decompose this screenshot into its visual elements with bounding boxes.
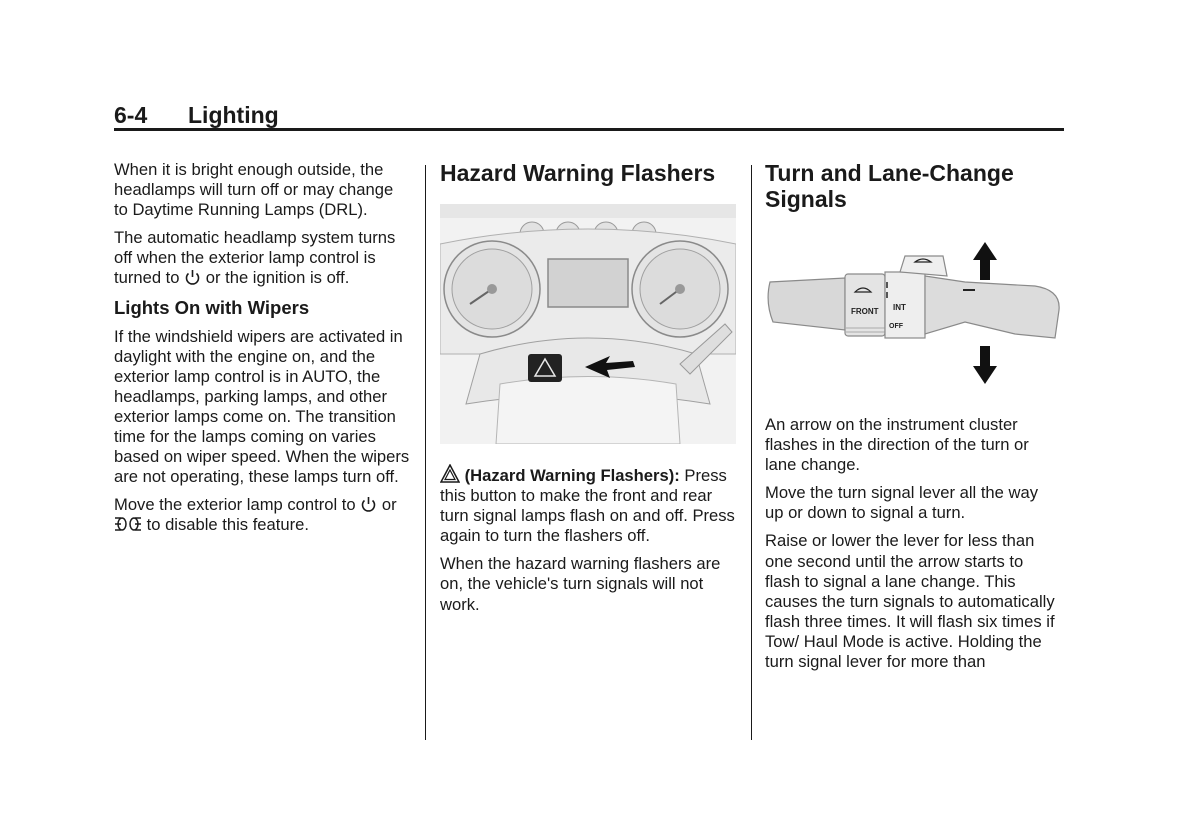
paragraph: When the hazard warning flashers are on, the vehicle's turn signals will not work.: [440, 554, 721, 614]
paragraph: When it is bright enough outside, the headlamps will turn off or may change to Daytime Running Lamps (DRL).: [114, 160, 394, 220]
power-icon: [184, 269, 201, 286]
subheading: Lights On with Wipers: [114, 296, 310, 318]
paragraph: If the windshield wipers are activated in daylight with the engine on, and the exterior lamp control is in AUTO, the headlamps, parking lamps, and other exterior lamps come on. The transition time for the lamps coming on varies based on wiper speed. When the wipers are not operating, these lamps turn off.: [114, 326, 410, 487]
instrument-panel-illustration: [440, 204, 736, 444]
page-number: 6-4: [114, 102, 148, 128]
header-rule: [114, 128, 1064, 131]
section-title: Lighting: [188, 102, 279, 128]
column-2: [440, 160, 736, 623]
lever-label-front: FRONT: [851, 307, 879, 316]
column-3: [765, 160, 1061, 680]
lever-label-int: INT: [893, 303, 906, 312]
section-heading: Turn and Lane-Change Signals: [765, 160, 1014, 212]
paragraph: (Hazard Warning Flashers): Press this button to make the front and rear turn signal lamps flash on and off. Press again to turn the flashers off.: [440, 466, 735, 546]
column-divider: [751, 165, 752, 740]
paragraph: An arrow on the instrument cluster flashes in the direction of the turn or lane change.: [765, 415, 1029, 475]
paragraph: The automatic headlamp system turns off when the exterior lamp control is turned to or the ignition is off.: [114, 228, 396, 288]
section-heading: Hazard Warning Flashers: [440, 160, 716, 186]
column-1: [114, 160, 410, 544]
power-icon: [360, 496, 377, 513]
hazard-triangle-icon: [440, 464, 460, 484]
parking-lamps-icon: [114, 515, 142, 533]
turn-signal-lever-illustration: [765, 230, 1061, 395]
paragraph: Move the turn signal lever all the way up or down to signal a turn.: [765, 483, 1039, 523]
lever-label-off: OFF: [889, 323, 903, 330]
paragraph: Raise or lower the lever for less than one second until the arrow starts to flash to signal a lane change. This causes the turn signals to automatically flash three times. It will flash six times if Tow/ Haul Mode is active. Holding the turn signal lever for more than: [765, 531, 1055, 672]
paragraph: Move the exterior lamp control to or to disable this feature.: [114, 495, 397, 535]
column-divider: [425, 165, 426, 740]
